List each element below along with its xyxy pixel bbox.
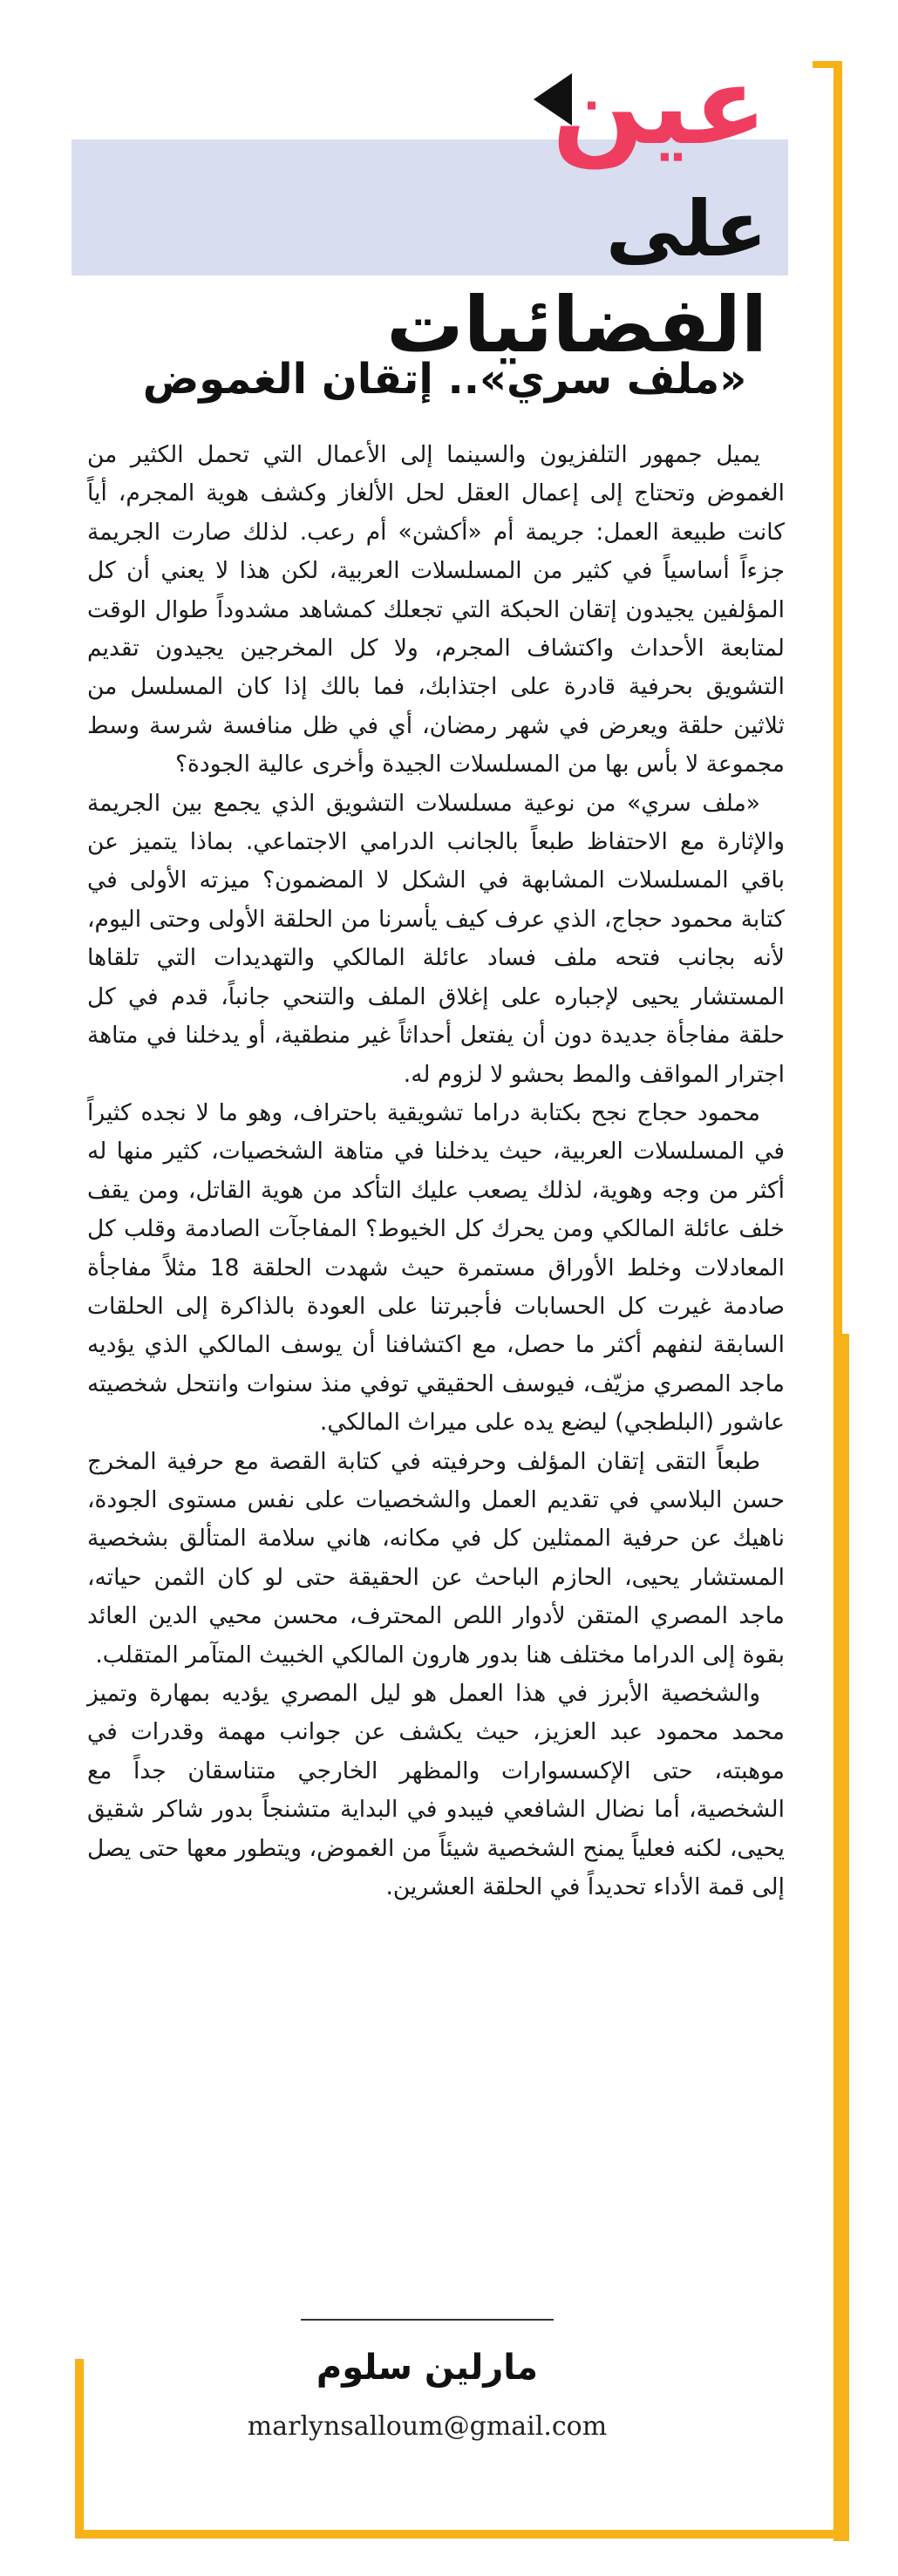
frame-line-top (813, 61, 839, 68)
article-paragraph: والشخصية الأبرز في هذا العمل هو ليل المصري يؤديه بمهارة وتميز محمد محمود عبد العزيز، حيث يكشف عن جوانب مهمة وقدرات في موهبته، حتى الإكسسوارات والمظهر الخارجي متناسقان جداً مع الشخصية، أما نضال الشافعي فيبدو في البداية متشنجاً بدور شاكر شقيق يحيى، لكنه فعلياً يمنح الشخصية شيئاً من الغموض، ويتطور معها حتى يصل إلى قمة الأداء تحديداً في الحلقة العشرين. (87, 1680, 785, 1901)
frame-line-left (75, 2359, 84, 2539)
article-paragraph: «ملف سري» من نوعية مسلسلات التشويق الذي يجمع بين الجريمة والإثارة مع الاحتفاظ طبعاً بالجانب الدرامي الاجتماعي. بماذا يتميز عن باقي المسلسلات المشابهة في الشكل لا المضمون؟ ميزته الأولى في كتابة محمود حجاج، الذي عرف كيف يأسرنا من الحلقة الأولى وحتى اليوم، لأنه بجانب فتحه ملف فساد عائلة المالكي والتهديدات التي تلقاها المستشار يحيى لإجباره على إغلاق الملف والتنحي جانباً، قدم في كل حلقة مفاجأة جديدة دون أن يفتعل أحداثاً غير منطقية، أو يدخلنا في متاهة اجترار المواقف والمط بحشو لا لزوم له. (87, 789, 785, 1088)
author-name: مارلين سلوم (316, 2348, 539, 2388)
author-email[interactable]: marlynsalloum@gmail.com (247, 2411, 608, 2442)
article-body (87, 436, 785, 2301)
play-arrow-icon (534, 73, 572, 126)
frame-line-right-bottom (833, 1334, 849, 2541)
column-title-main: عين (552, 44, 767, 169)
frame-line-right-top (833, 61, 842, 1334)
column-title-sub: على الفضائيات (386, 184, 767, 370)
article-paragraph: محمود حجاج نجح بكتابة دراما تشويقية باحتراف، وهو ما لا نجده كثيراً في المسلسلات العربية، حيث يدخلنا في متاهة الشخصيات، كثير منها له أكثر من وجه وهوية، لذلك يصعب عليك التأكد من هوية القاتل، ومن يقف خلف عائلة المالكي ومن يحرك كل الخيوط؟ المفاجآت الصادمة وقلب كل المعادلات وخلط الأوراق مستمرة حيث شهدت الحلقة 18 مثلاً مفاجأة صادمة غيرت كل الحسابات فأجبرتنا على العودة بالذاكرة إلى الحلقات السابقة لنفهم أكثر ما حصل، مع اكتشافنا أن يوسف المالكي الذي يؤديه ماجد المصري مزيّف، فيوسف الحقيقي توفي منذ سنوات وانتحل شخصيته عاشور (البلطجي) ليضع يده على ميراث المالكي. (87, 1098, 785, 1437)
signature-divider (301, 2319, 554, 2321)
article-headline: «ملف سري».. إتقان الغموض (142, 355, 747, 404)
frame-line-bottom (75, 2530, 849, 2539)
article-paragraph: يميل جمهور التلفزيون والسينما إلى الأعمال التي تحمل الكثير من الغموض وتحتاج إلى إعمال العقل لحل الألغاز وكشف هوية المجرم، أياً كانت طبيعة العمل: جريمة أم «أكشن» أم رعب. لذلك صارت الجريمة جزءاً أساسياً في كثير من المسلسلات العربية، لكن هذا لا يعني أن كل المؤلفين يجيدون إتقان الحبكة التي تجعلك كمشاهد مشدوداً طوال الوقت لمتابعة الأحداث واكتشاف المجرم، ولا كل المخرجين يجيدون تقديم التشويق بحرفية قادرة على اجتذابك، فما بالك إذا كان المسلسل من ثلاثين حلقة ويعرض في شهر رمضان، أي في ظل منافسة شرسة وسط مجموعة لا بأس بها من المسلسلات الجيدة وأخرى عالية الجودة؟ (87, 441, 785, 778)
article-paragraph: طبعاً التقى إتقان المؤلف وحرفيته في كتابة القصة مع حرفية المخرج حسن البلاسي في تقديم العمل والشخصيات على نفس مستوى الجودة، ناهيك عن حرفية الممثلين كل في مكانه، هاني سلامة المتألق بشخصية المستشار يحيى، الحازم الباحث عن الحقيقة حتى لو كان الثمن حياته، ماجد المصري المتقن لأدوار اللص المحترف، محسن محيي الدين العائد بقوة إلى الدراما مختلف هنا بدور هارون المالكي الخبيث المتآمر المتقلب. (87, 1447, 785, 1669)
